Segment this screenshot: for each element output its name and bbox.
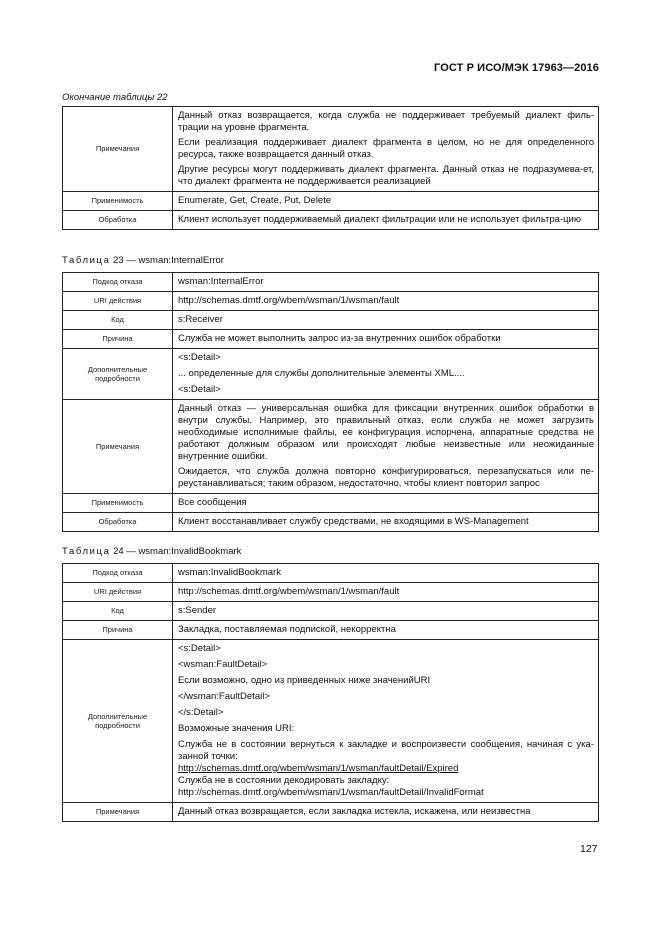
detail-line: </s:Detail> — [178, 707, 224, 718]
table-row — [63, 494, 599, 513]
table-row — [63, 349, 599, 400]
table-caption-prefix: Таблица — [62, 255, 111, 266]
row-label: Дополнительные подробности — [63, 640, 173, 803]
row-label: URI действия — [63, 292, 173, 311]
detail-line: Если возможно, одно из приведенных ниже значенийURI — [178, 675, 431, 686]
paragraph: Ожидается, что служба должна повторно конфигурироваться, перезапускаться или пе-реустанавливаться; таким образом, недостаточно, чтобы клиент повторил запрос — [178, 466, 594, 489]
detail-line: <wsman:FaultDetail> — [178, 659, 268, 670]
row-label: Дополнительные подробности — [63, 349, 173, 400]
row-label: Причина — [63, 621, 173, 640]
row-value: wsman:InvalidBookmark — [173, 564, 599, 583]
row-label: Обработка — [63, 211, 173, 230]
table-caption-title: 23 — wsman:InternalError — [113, 255, 224, 266]
table22-caption: Окончание таблицы 22 — [62, 92, 168, 103]
table-row — [63, 583, 599, 602]
table23 — [62, 272, 599, 532]
row-label: Примечания — [63, 107, 173, 192]
page-header-standard: ГОСТ Р ИСО/МЭК 17963—2016 — [434, 62, 599, 74]
table-row — [63, 330, 599, 349]
table23-caption — [62, 255, 224, 266]
table22 — [62, 106, 599, 230]
row-value: Закладка, поставляемая подпиской, некорректна — [173, 621, 599, 640]
row-label: Код — [63, 311, 173, 330]
expired-uri-link[interactable]: http://schemas.dmtf.org/wbem/wsman/1/wsman/faultDetail/Expired — [178, 763, 459, 774]
detail-line: <s:Detail> — [178, 352, 221, 363]
table24 — [62, 563, 599, 822]
table24-caption — [62, 546, 241, 557]
table-row — [63, 292, 599, 311]
row-label: URI действия — [63, 583, 173, 602]
row-label: Примечания — [63, 400, 173, 494]
detail-line: ... определенные для службы дополнительные элементы XML.... — [178, 368, 465, 379]
row-value: Все сообщения — [173, 494, 599, 513]
row-label: Применимость — [63, 494, 173, 513]
page-number: 127 — [580, 843, 598, 855]
detail-line: http://schemas.dmtf.org/wbem/wsman/1/wsman/faultDetail/InvalidFormat — [178, 787, 484, 798]
table-row — [63, 602, 599, 621]
row-label: Подкод отказа — [63, 273, 173, 292]
row-label: Причина — [63, 330, 173, 349]
row-value: Клиент использует поддерживаемый диалект фильтрации или не использует фильтра-цию — [173, 211, 599, 230]
detail-line: <s:Detail> — [178, 643, 221, 654]
row-value: http://schemas.dmtf.org/wbem/wsman/1/wsman/fault — [173, 292, 599, 311]
table-row — [63, 564, 599, 583]
table-row — [63, 192, 599, 211]
row-label: Применимость — [63, 192, 173, 211]
row-value: http://schemas.dmtf.org/wbem/wsman/1/wsman/fault — [173, 583, 599, 602]
table-row — [63, 273, 599, 292]
row-label: Код — [63, 602, 173, 621]
paragraph: Данный отказ — универсальная ошибка для фиксации внутренних ошибок обработки в внутри службы. Например, это правильный отказ, если служба не может загрузить необходимые исполнимые файлы, ее конфигурация испорчена, аппаратные средства не работают должным образом или происходят любые неизвестные или неожиданные внутренние ошибки. — [178, 403, 594, 462]
detail-line: Служба не в состоянии вернуться к закладке и воспроизвести сообщения, начиная с ука-занной точки: — [178, 739, 594, 762]
table-row — [63, 311, 599, 330]
paragraph: Данный отказ возвращается, когда служба не поддерживает требуемый диалект филь-трации на уровне фрагмента. — [178, 110, 594, 133]
detail-line: Служба не в состоянии декодировать закладку: — [178, 775, 390, 786]
row-value: Служба не может выполнить запрос из-за внутренних ошибок обработки — [173, 330, 599, 349]
row-value: Клиент восстанавливает службу средствами, не входящими в WS-Management — [173, 513, 599, 532]
table-row — [63, 513, 599, 532]
row-value: Enumerate, Get, Create, Put, Delete — [173, 192, 599, 211]
detail-line: <s:Detail> — [178, 384, 221, 395]
row-value: Данный отказ возвращается, если закладка истекла, искажена, или неизвестна — [173, 803, 599, 822]
row-value — [173, 400, 599, 494]
row-value: s:Receiver — [173, 311, 599, 330]
table-caption-prefix: Таблица — [62, 546, 111, 557]
row-label: Подкод отказа — [63, 564, 173, 583]
table-row — [63, 803, 599, 822]
row-value — [173, 349, 599, 400]
table-row — [63, 211, 599, 230]
detail-line: Возможные значения URI: — [178, 723, 295, 734]
row-value: wsman:InternalError — [173, 273, 599, 292]
row-label: Обработка — [63, 513, 173, 532]
paragraph: Другие ресурсы могут поддерживать диалект фрагмента. Данный отказ не подразумева-ет, что диалект фрагмента не поддерживается реализацией — [178, 164, 594, 187]
paragraph: Если реализация поддерживает диалект фрагмента в целом, но не для определенного ресурса, также возвращается данный отказ. — [178, 137, 594, 160]
table-row — [63, 107, 599, 192]
row-label: Примечания — [63, 803, 173, 822]
row-value: s:Sender — [173, 602, 599, 621]
table-row — [63, 621, 599, 640]
detail-line: </wsman:FaultDetail> — [178, 691, 270, 702]
table-row — [63, 640, 599, 803]
row-value — [173, 107, 599, 192]
table-caption-title: 24 — wsman:InvalidBookmark — [113, 546, 242, 557]
table-row — [63, 400, 599, 494]
row-value — [173, 640, 599, 803]
